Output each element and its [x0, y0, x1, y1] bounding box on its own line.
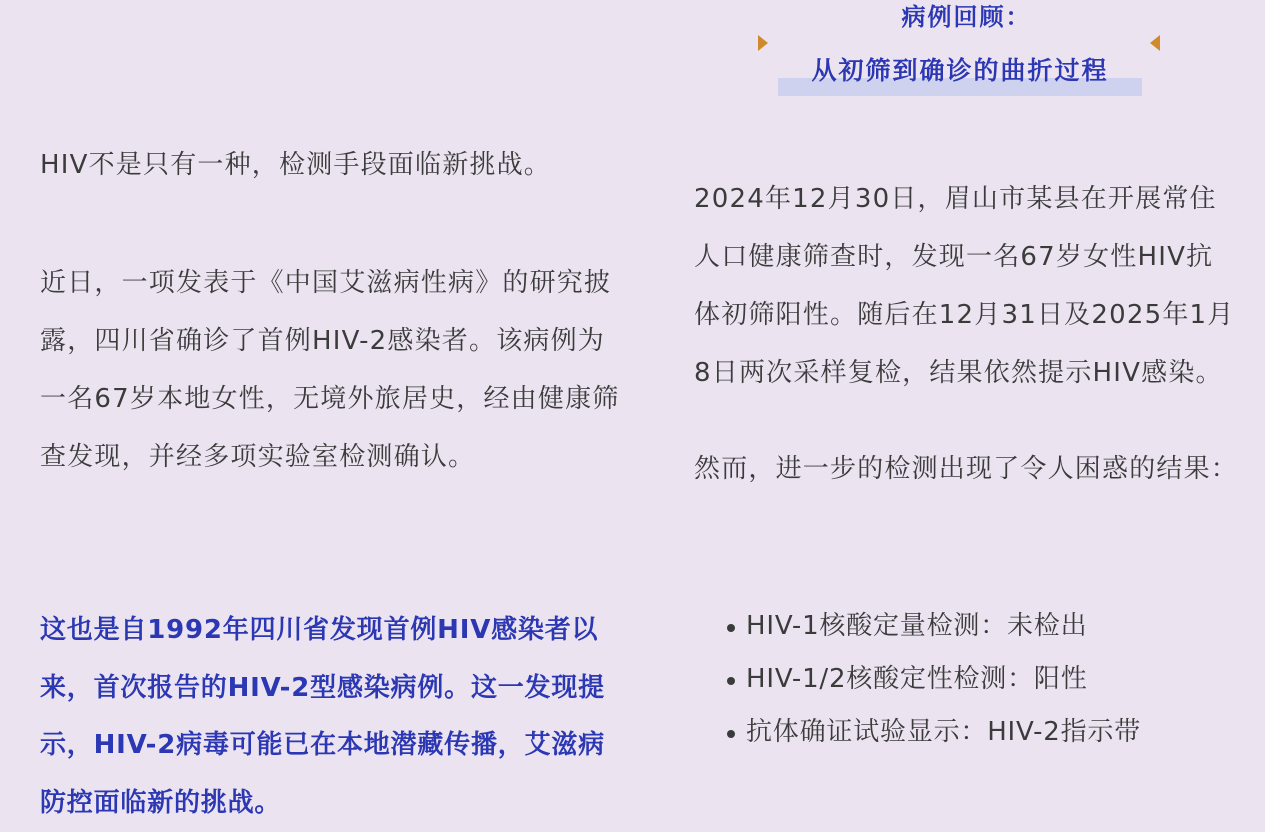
highlight-paragraph: 这也是自1992年四川省发现首例HIV感染者以来，首次报告的HIV-2型感染病例。这一发现提示，HIV-2病毒可能已在本地潜藏传播，艾滋病防控面临新的挑战。 — [40, 615, 605, 818]
intro-paragraph: HIV不是只有一种，检测手段面临新挑战。 — [40, 150, 552, 180]
test-results-list — [694, 600, 1239, 759]
list-item — [694, 653, 1239, 706]
triangle-right-icon — [758, 35, 768, 51]
case-review-heading — [694, 0, 1239, 110]
heading-title: 病例回顾： — [901, 3, 1032, 31]
case-timeline-paragraph: 2024年12月30日，眉山市某县在开展常住人口健康筛查时，发现一名67岁女性HIV抗体初筛阳性。随后在12月31日及2025年1月8日两次采样复检，结果依然提示HIV感染。 — [694, 184, 1235, 388]
bullet-dot-icon — [727, 730, 735, 738]
heading-subtitle-wrap — [778, 48, 1142, 100]
list-item-text: 抗体确证试验显示：HIV-2指示带 — [746, 717, 1142, 747]
study-paragraph: 近日，一项发表于《中国艾滋病性病》的研究披露，四川省确诊了首例HIV-2感染者。该病例为一名67岁本地女性，无境外旅居史，经由健康筛查发现，并经多项实验室检测确认。 — [40, 268, 620, 472]
list-item — [694, 706, 1239, 759]
triangle-left-icon — [1150, 35, 1160, 51]
confusing-results-paragraph: 然而，进一步的检测出现了令人困惑的结果： — [694, 454, 1239, 484]
list-item-text: HIV-1/2核酸定性检测：阳性 — [746, 664, 1088, 694]
list-item-text: HIV-1核酸定量检测：未检出 — [746, 611, 1088, 641]
heading-subtitle: 从初筛到确诊的曲折过程 — [811, 56, 1109, 85]
list-item — [694, 600, 1239, 653]
bullet-dot-icon — [727, 677, 735, 685]
bullet-dot-icon — [727, 624, 735, 632]
